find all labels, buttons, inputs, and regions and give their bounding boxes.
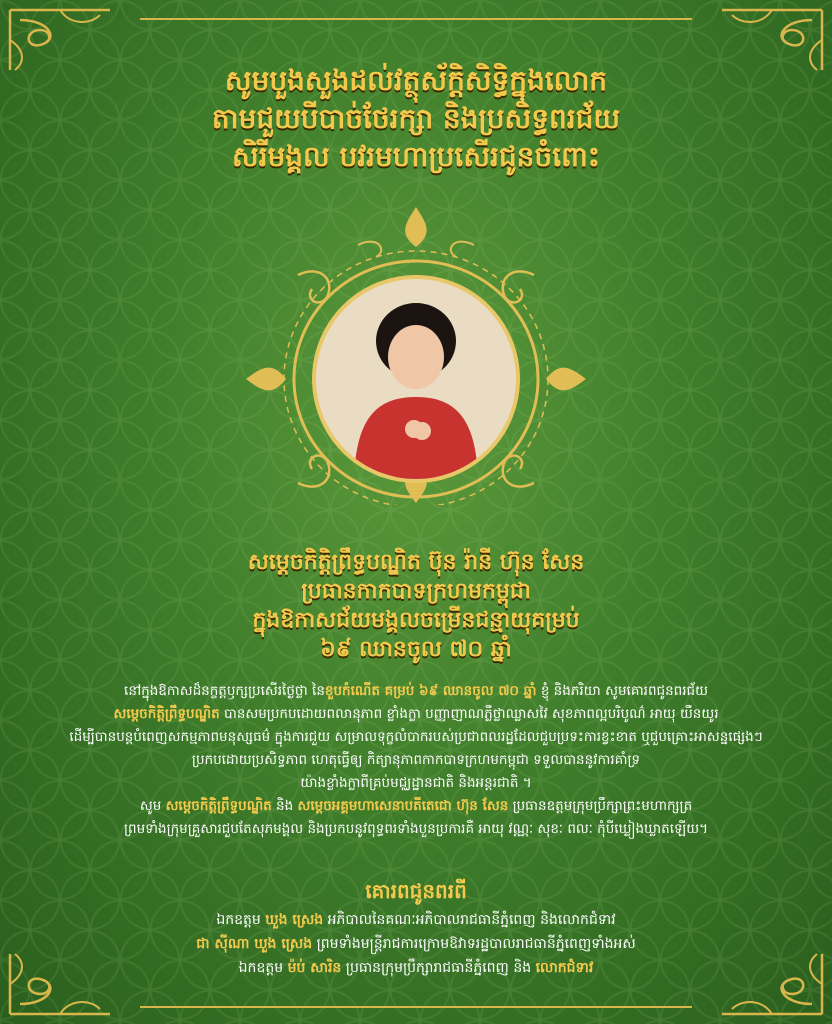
message-line: ដើម្បីបានបន្តបំពេញសកម្មភាពមនុស្សធម៌ ក្នុងការជួយ សម្រាលទុក្ខលំបាករបស់ប្រជាពលរដ្ឋដែលជួបប្រទះការខ្វះខាត ឬជួបគ្រោះអាសន្នផ្សេងៗ: [69, 729, 763, 745]
message-text: សូម: [139, 798, 166, 814]
signature-name: ម៉ប់ សារិន: [287, 960, 342, 976]
message-text: និង: [271, 798, 298, 814]
signature-text: អភិបាលនៃគណៈអភិបាលរាជធានីភ្នំពេញ និងលោកជំទាវ: [323, 912, 616, 928]
signature-title: គោរពជូនពរពី: [365, 879, 467, 903]
message-line: [60, 680, 772, 703]
message-line: [60, 795, 772, 818]
signature-line: [60, 908, 772, 932]
signature-name: ឃួង ស្រេង: [265, 912, 324, 928]
message-line: ព្រមទាំងក្រុមគ្រួសារជួបតែសុភមង្គល និងប្រកបនូវពុទ្ធពរទាំងបួនប្រការគឺ អាយុ វណ្ណៈ សុខៈ ពលៈ កុំបីឃ្លៀងឃ្លាតឡើយ។: [124, 821, 708, 837]
message-line: [60, 703, 772, 726]
portrait-figure-icon: [316, 279, 516, 479]
message-body: [60, 680, 772, 841]
honoree-line: ៦៩ ឈានចូល ៧០ ឆ្នាំ: [320, 637, 512, 662]
signature-name: ជា ស៊ីណា ឃួង ស្រេង: [196, 936, 313, 952]
signature-name: លោកជំទាវ: [535, 960, 594, 976]
headline-line: តាមជួយបីបាច់ថែរក្សា និងប្រសិទ្ធពរជ័យ: [211, 102, 621, 135]
message-text: ខ្ញុំ និងភរិយា សូមគោរពជូនពរជ័យ: [536, 683, 708, 699]
signature-text: ប្រធានក្រុមប្រឹក្សារាជធានីភ្នំពេញ និង: [341, 960, 536, 976]
message-line: ប្រកបដោយប្រសិទ្ធភាព ហេតុធ្វើឲ្យ កិត្យានុភាពកាកបាទក្រហមកម្ពុជា ទទួលបាននូវការគាំទ្រ: [191, 752, 641, 768]
headline-line: សូមបួងសួងដល់វត្ថុស័ក្តិសិទ្ធិក្នុងលោក: [224, 64, 608, 97]
message-text: នៅក្នុងឱកាសដ៏នក្ខត្តឫក្សប្រសើរថ្ងៃថ្លា នៃ: [124, 683, 325, 699]
message-highlight: សម្តេចកិត្តិព្រឹទ្ធបណ្ឌិត: [113, 706, 220, 722]
headline: [0, 62, 832, 176]
honoree-block: [0, 548, 832, 664]
signature-text: ឯកឧត្តម: [238, 960, 288, 976]
signature-line: [60, 956, 772, 980]
message-highlight: សម្តេចកិត្តិព្រឹទ្ធបណ្ឌិត: [165, 798, 272, 814]
signature-line: [60, 932, 772, 956]
portrait-photo: [312, 275, 520, 483]
signature-block: [60, 908, 772, 980]
message-text: បានសមប្រកបដោយពលានុភាព ខ្លាំងក្លា បញ្ញាញាណភ្លឺថ្លាឈ្លាសវៃ សុខភាពល្អបរិបូណ៌ អាយុ យឺនយូរ: [219, 706, 719, 722]
honoree-line: ក្នុងឱកាសជ័យមង្គលចម្រើនជន្មាយុគម្រប់: [252, 608, 580, 633]
headline-line: សិរីមង្គល បវរមហាប្រសើរជូនចំពោះ: [231, 140, 601, 173]
signature-text: ឯកឧត្តម: [216, 912, 266, 928]
honoree-line: ប្រធានកាកបាទក្រហមកម្ពុជា: [301, 579, 531, 604]
signature-text: ព្រមទាំងមន្ត្រីរាជការក្រោមឱវាទរដ្ឋបាលរាជធានីភ្នំពេញទាំងអស់: [312, 936, 636, 952]
top-border-line: [140, 18, 692, 20]
message-text: ប្រធានឧត្តមក្រុមប្រឹក្សាព្រះមហាក្សត្រ: [508, 798, 693, 814]
message-highlight: សម្តេចអគ្គមហាសេនាបតីតេជោ ហ៊ុន សែន: [297, 798, 509, 814]
message-highlight: ខួបកំណើត គម្រប់ ៦៩ ឈានចូល ៧០ ឆ្នាំ: [324, 683, 537, 699]
bottom-border-line: [140, 1006, 692, 1008]
message-line: យ៉ាងខ្លាំងក្លាពីគ្រប់មជ្ឈដ្ឋានជាតិ និងអន្តរជាតិ ។: [300, 775, 532, 791]
honoree-line: សម្តេចកិត្តិព្រឹទ្ធបណ្ឌិត ប៊ុន រ៉ានី ហ៊ុន សែន: [247, 550, 585, 575]
